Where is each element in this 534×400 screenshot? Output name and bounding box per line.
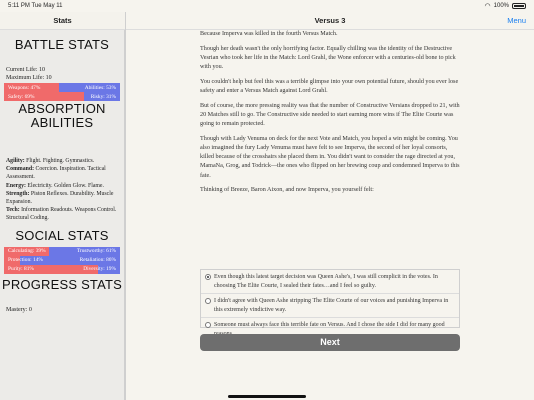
paragraph: But of course, the more pressing reality was that the number of Constructive Versians dropped to 21, with 20 Matches still to go. The Constructive side needed to start earning more wins if The Elite Courte was going to remain protected. [200,102,460,128]
choice-option[interactable] [201,270,459,294]
status-bar [0,0,534,12]
choice-list [200,269,460,328]
sidebar-title: Stats [53,16,72,25]
social-bars [0,247,124,274]
sidebar-nav [0,12,125,30]
paragraph: Though with Lady Venuma on deck for the next Vote and Match, you hoped a win might be coming. You also imagined the fury Lady Venuma must have felt to see Imperva, the second of her loyal consorts, killed because of the crosshairs she placed them in. You didn't want to consider the rage directed at you, MamaNa, Grog, and Todrick—the ones who flipped on her brewing coup and condemned Imperva to this fate. [200,135,460,179]
opposed-stat-bar [4,247,120,256]
status-right [485,2,526,10]
stat-right-label: Trustworthy: 61% [76,248,116,255]
choice-text: I didn't agree with Queen Ashe stripping The Elite Courte of our voices and punishing Imperva in this extremely vindictive way. [214,298,449,313]
opposed-stat-bar [4,265,120,274]
paragraph: You couldn't help but feel this was a terrible glimpse into your own potential future, should you ever lose safety and enter a Versus Match against Lord Grahl. [200,78,459,95]
paragraph: Thinking of Breeze, Baron Aixon, and now Imperva, you yourself felt: [200,187,374,194]
absorption-item: Command: Coercion. Inspiration. Tactical Assessment. [6,166,106,181]
wifi-icon: ◠ [484,3,491,10]
status-time: 5:11 PM Tue May 11 [8,3,63,9]
stat-left-label: Purity: 81% [8,266,34,273]
social-stats-title: SOCIAL STATS [15,227,109,243]
split-divider [125,12,126,400]
battery-percent: 100% [493,3,509,9]
progress-stats-title: PROGRESS STATS [1,276,123,292]
current-life: Current Life: 10 [6,67,45,73]
radio-icon[interactable] [205,298,211,304]
absorption-item: Tech: Information Readouts. Weapons Control. Structural Coding. [6,207,117,222]
opposed-stat-bar [4,83,120,92]
stats-sidebar[interactable] [0,30,125,400]
mastery: Mastery: 0 [6,306,32,313]
stat-right-label: Diversity: 19% [83,266,116,273]
choice-text: Someone must always face this terrible fate on Versus. And I chose the side I did for many good [214,322,445,329]
opposed-stat-bar [4,256,120,265]
main-nav [126,12,534,30]
home-indicator [228,395,306,398]
choice-option[interactable] [201,294,459,318]
opposed-stat-bar [4,92,120,101]
battle-bars [0,83,124,101]
stat-right-label: Risky: 31% [90,93,116,100]
menu-button[interactable]: Menu [507,16,526,25]
stat-left-label: Calculating: 39% [8,248,46,255]
stat-left-label: Safety: 69% [8,93,35,100]
stat-left-label: Protection: 14% [8,257,43,264]
absorption-item: Energy: Electricity. Golden Glow. Flame. [6,182,104,189]
radio-selected-icon[interactable] [205,274,211,280]
absorption-item: Agility: Flight. Fighting. Gymnastics. [6,158,95,164]
next-button[interactable]: Next [200,334,460,351]
paragraph: Though her death wasn't the only horrifying factor. Equally chilling was the identity of the Destructive Vesrian who took her life in the Match: Lord Grahl, the Wone enforcer with a centuries-old bone to pick with you. [200,45,456,71]
absorption-title: ABSORPTION ABILITIES [18,101,106,130]
page-title: Versus 3 [314,16,346,25]
choice-text: Even though this latest target decision was Queen Ashe's, I was still complicit in the votes. In choosing The Elite Courte, I sealed their fates…and I feel so guilty. [214,274,438,289]
radio-icon[interactable] [205,322,211,328]
absorption-list [0,157,124,223]
absorption-item: Strength: Piston Reflexes. Durability. Muscle Expansion. [6,190,114,206]
paragraph: Because Imperva was killed in the fourth Versus Match. [200,31,338,37]
maximum-life: Maximum Life: 10 [6,75,52,81]
stat-right-label: Retaliation: 86% [79,257,116,264]
battery-icon [512,3,526,9]
stat-right-label: Abilities: 53% [84,84,116,91]
stat-left-label: Weapons: 47% [8,84,41,91]
battle-stats-title: BATTLE STATS [14,37,110,52]
